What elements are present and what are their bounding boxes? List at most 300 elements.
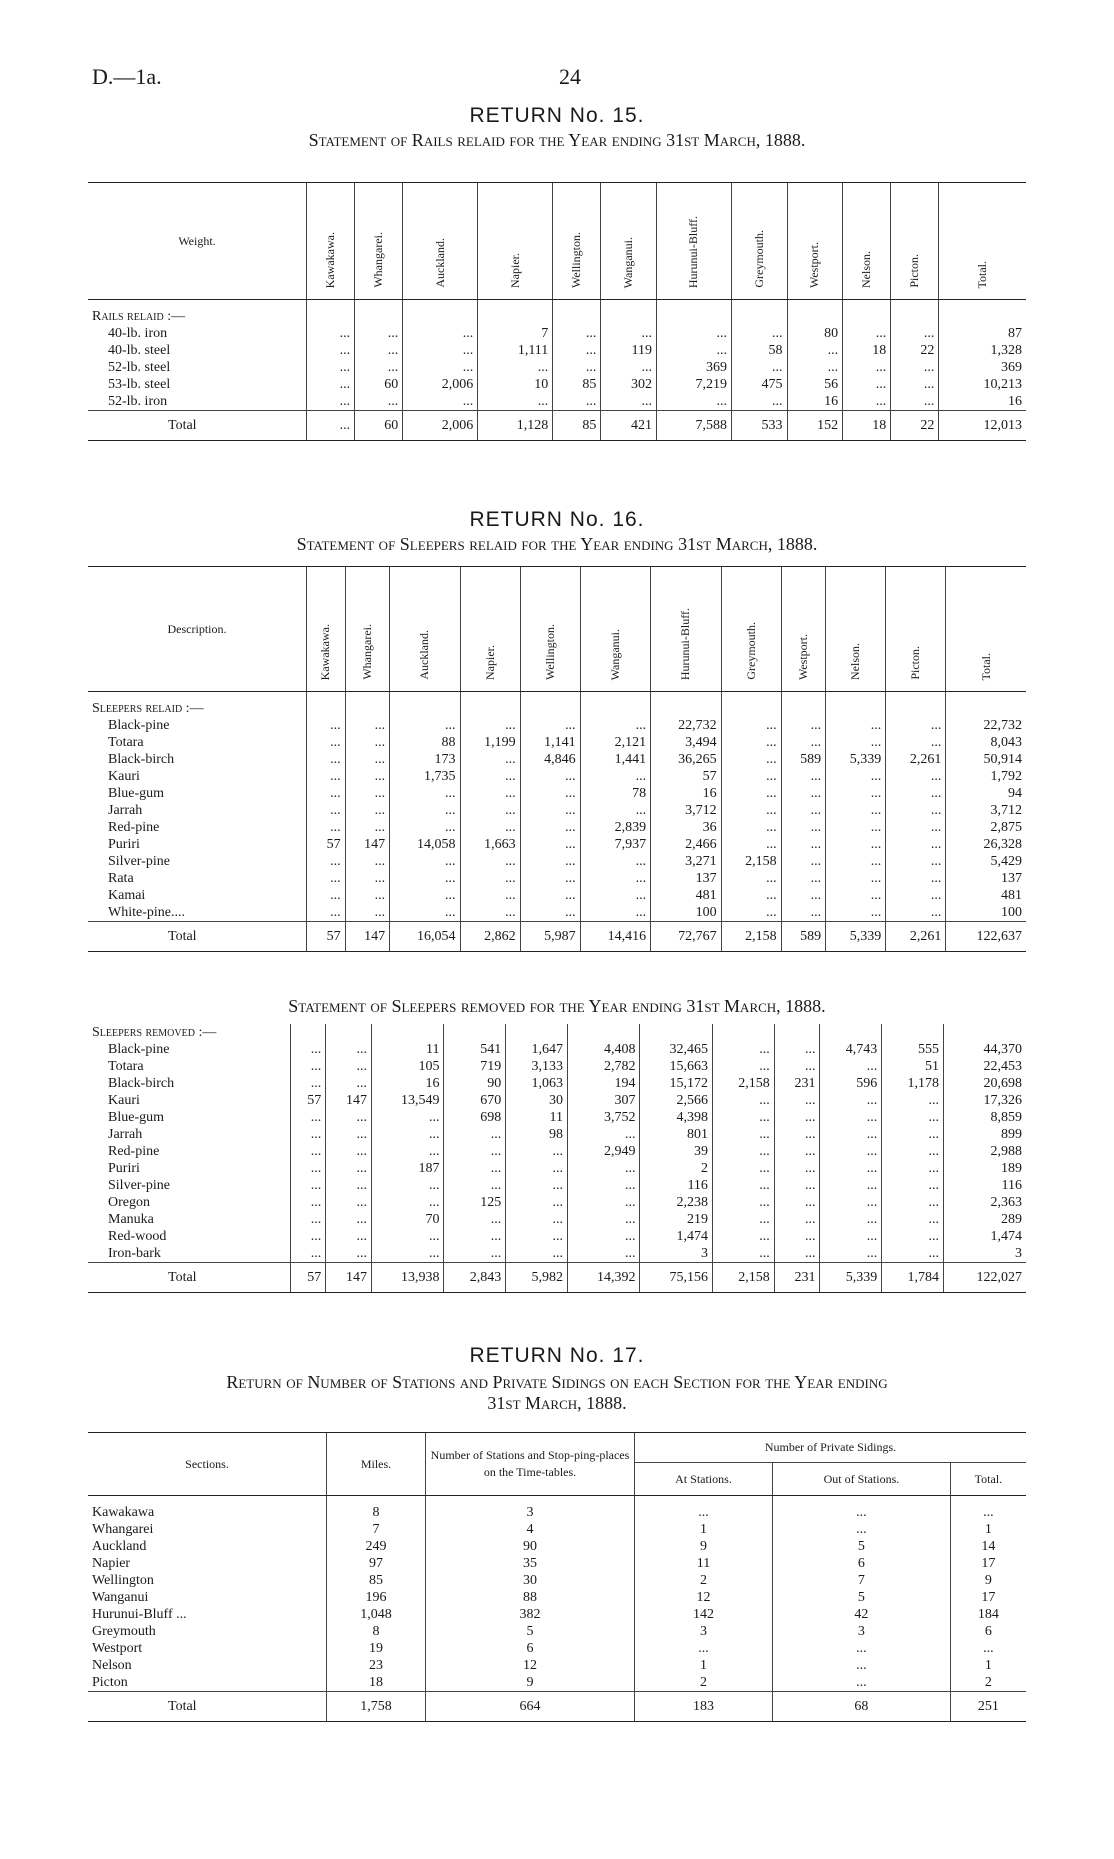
table-cell: 231 [774,1075,820,1092]
row-label: Iron-bark [108,1246,161,1261]
row-label: Manuka [108,1212,154,1227]
table-cell: ... [355,359,403,376]
table-cell: 596 [820,1075,882,1092]
table-cell: 13,549 [372,1092,444,1109]
table-cell: ... [307,717,346,734]
table-cell: ... [721,802,781,819]
table-cell: 2 [635,1572,773,1589]
section-name: Whangarei [92,1522,154,1537]
column-header-label: Hurunui-Bluff. [686,215,701,288]
table-cell: 1,048 [327,1606,426,1623]
table-cell: ... [326,1126,372,1143]
table-cell: ... [520,819,580,836]
row-label: Oregon [108,1195,150,1210]
spacer-cell [345,692,390,718]
table-cell: 10 [478,376,553,393]
column-header [580,567,650,692]
total-header: Total. [950,1463,1026,1496]
table-cell: ... [390,887,460,904]
table-cell: ... [372,1245,444,1263]
column-header-label: Picton. [908,646,923,680]
table-cell: ... [355,393,403,411]
table-cell: ... [460,904,520,922]
column-header [826,567,886,692]
table-cell: ... [820,1177,882,1194]
table-cell: 7 [478,325,553,342]
table-cell: ... [372,1126,444,1143]
table-row [88,836,1026,853]
table-cell: 60 [355,376,403,393]
table-cell: ... [826,785,886,802]
total-cell: 147 [326,1263,372,1293]
table-cell: ... [345,819,390,836]
table-cell: 11 [635,1555,773,1572]
table-cell: 173 [390,751,460,768]
page-number: 24 [559,64,581,89]
table-cell: ... [553,325,601,342]
table-cell: ... [568,1211,640,1228]
table-cell: ... [326,1058,372,1075]
column-header-label: Hurunui-Bluff. [678,607,693,680]
table-cell: 30 [506,1092,568,1109]
table-cell: ... [774,1109,820,1126]
column-header [520,567,580,692]
table-cell: ... [444,1228,506,1245]
section-name: Auckland [92,1539,147,1554]
table-cell: 541 [444,1041,506,1058]
total-cell: 147 [345,922,390,952]
table-cell: ... [774,1245,820,1263]
table-cell: ... [774,1160,820,1177]
table-cell: 481 [946,887,1026,904]
table-cell: ... [712,1109,774,1126]
table-cell: 85 [553,376,601,393]
table-cell: ... [656,325,731,342]
table-row [88,1109,1026,1126]
table-cell: ... [712,1177,774,1194]
column-header-label: Picton. [907,254,922,288]
table-cell: 20,698 [944,1075,1026,1092]
table-cell: ... [781,717,826,734]
table-cell: ... [390,802,460,819]
table-cell: ... [721,734,781,751]
table-cell: 1,178 [882,1075,944,1092]
table-cell: ... [721,819,781,836]
table-cell: ... [886,904,946,922]
table-cell: ... [291,1041,326,1058]
table-cell: ... [891,376,939,393]
table-cell: 6 [950,1623,1026,1640]
column-header-label: Westport. [807,241,822,288]
table-cell: ... [712,1058,774,1075]
spacer-cell [774,1024,820,1041]
total-cell: 7,588 [656,411,731,441]
table-row [88,1245,1026,1263]
table-cell: 36 [651,819,721,836]
total-cell: 2,158 [712,1263,774,1293]
table-cell: ... [781,734,826,751]
table-cell: 57 [651,768,721,785]
table-cell: ... [820,1126,882,1143]
table-cell: ... [826,836,886,853]
total-cell: 13,938 [372,1263,444,1293]
spacer-cell [886,692,946,718]
table-cell: ... [774,1211,820,1228]
table-cell: 18 [327,1674,426,1692]
column-header [390,567,460,692]
table-cell: 7,937 [580,836,650,853]
table-cell: ... [772,1521,950,1538]
table-cell: ... [403,325,478,342]
total-cell: 22 [891,411,939,441]
table-cell: 119 [601,342,657,359]
row-label: Silver-pine [108,1178,170,1193]
table-cell: 2,261 [886,751,946,768]
table-cell: ... [580,717,650,734]
table-cell: 1,441 [580,751,650,768]
table-cell: 2,839 [580,819,650,836]
table-cell: 2,949 [568,1143,640,1160]
total-cell: 533 [731,411,787,441]
column-header-label: Wanganui. [621,236,636,288]
table-cell: ... [774,1143,820,1160]
table-cell: 6 [772,1555,950,1572]
table-cell: ... [345,734,390,751]
row-label: 52-lb. steel [108,360,171,375]
table-cell: 5,429 [946,853,1026,870]
table-cell: ... [326,1109,372,1126]
row-label: Black-pine [108,1042,170,1057]
table-cell: ... [820,1245,882,1263]
table-cell: ... [520,853,580,870]
table-row [88,802,1026,819]
table-cell: ... [891,393,939,411]
table-cell: 302 [601,376,657,393]
table-cell: ... [326,1245,372,1263]
section-name: Picton [92,1675,128,1690]
table-cell: ... [781,853,826,870]
table-cell: ... [826,819,886,836]
column-header [946,567,1026,692]
table-cell: ... [345,717,390,734]
spacer-cell [712,1024,774,1041]
table-cell: 3,133 [506,1058,568,1075]
table-cell: ... [520,717,580,734]
table-cell: 4,408 [568,1041,640,1058]
total-cell: 5,982 [506,1263,568,1293]
table-row [88,1538,1026,1555]
table-cell: ... [291,1160,326,1177]
table-cell: ... [291,1228,326,1245]
column-header [460,567,520,692]
table-cell: ... [568,1160,640,1177]
rails-relaid-table [88,182,1026,441]
table-cell: 6 [426,1640,635,1657]
table-row [88,1228,1026,1245]
table-cell: 2,238 [640,1194,712,1211]
sleepers-removed-subtitle: Statement of Sleepers removed for the Year ending 31st March, 1888. [288,996,826,1016]
table-cell: ... [721,751,781,768]
table-cell: ... [345,751,390,768]
table-cell: ... [721,768,781,785]
table-cell: ... [820,1109,882,1126]
return-16-subtitle: Statement of Sleepers relaid for the Year ending 31st March, 1888. [296,534,818,554]
table-cell: ... [372,1228,444,1245]
table-cell: ... [826,802,886,819]
spacer-cell [291,1024,326,1041]
table-cell: 2 [640,1160,712,1177]
table-cell: 105 [372,1058,444,1075]
table-cell: ... [772,1657,950,1674]
total-label: Total [88,411,307,441]
total-cell: 14,392 [568,1263,640,1293]
table-cell: ... [882,1211,944,1228]
table-cell: 2,121 [580,734,650,751]
column-header-label: Greymouth. [743,622,758,680]
total-cell: 72,767 [651,922,721,952]
table-row [88,1143,1026,1160]
column-header-label: Kawakawa. [323,231,338,288]
group-label: Sleepers relaid :— [92,701,204,716]
table-cell: 8,043 [946,734,1026,751]
table-cell: 17 [950,1589,1026,1606]
spacer-cell [88,1496,327,1505]
table-row [88,393,1026,411]
table-cell: 369 [939,359,1026,376]
at-stations-header: At Stations. [635,1463,773,1496]
table-cell: ... [307,785,346,802]
table-cell: 899 [944,1126,1026,1143]
table-cell: ... [444,1245,506,1263]
table-cell: 187 [372,1160,444,1177]
table-cell: 194 [568,1075,640,1092]
return-16-heading: RETURN No. 16. [469,508,645,531]
table-cell: ... [781,768,826,785]
table-cell: ... [601,393,657,411]
table-cell: ... [843,359,891,376]
table-cell: ... [787,342,843,359]
table-cell: ... [568,1245,640,1263]
total-label: Total [88,1692,327,1722]
section-name: Westport [92,1641,143,1656]
table-cell: ... [291,1194,326,1211]
column-header [656,183,731,300]
table-cell: ... [372,1194,444,1211]
row-label: Blue-gum [108,1110,164,1125]
table-cell: ... [307,870,346,887]
table-cell: 42 [772,1606,950,1623]
table-cell: ... [826,768,886,785]
spacer-cell [944,1024,1026,1041]
table-cell: ... [307,359,355,376]
table-cell: ... [826,734,886,751]
table-row [88,1194,1026,1211]
row-label: Red-pine [108,820,160,835]
table-cell: 475 [731,376,787,393]
table-cell: 56 [787,376,843,393]
total-cell: 231 [774,1263,820,1293]
spacer-cell [478,300,553,326]
table-cell: ... [372,1109,444,1126]
table-cell: ... [886,717,946,734]
table-cell: ... [774,1194,820,1211]
table-cell: 116 [944,1177,1026,1194]
table-cell: ... [601,359,657,376]
table-cell: ... [826,870,886,887]
table-row [88,853,1026,870]
group-label: Rails relaid :— [92,309,186,324]
table-cell: ... [580,904,650,922]
table-cell: 18 [843,342,891,359]
table-cell: ... [444,1177,506,1194]
table-cell: ... [307,802,346,819]
table-cell: ... [345,904,390,922]
table-cell: ... [580,802,650,819]
section-name: Greymouth [92,1624,156,1639]
table-cell: 196 [327,1589,426,1606]
table-cell: ... [520,904,580,922]
table-cell: 719 [444,1058,506,1075]
table-cell: 16 [787,393,843,411]
column-header [731,183,787,300]
table-cell: ... [774,1058,820,1075]
return-15-heading: RETURN No. 15. [469,104,645,127]
table-cell: ... [326,1160,372,1177]
table-cell: 94 [946,785,1026,802]
spacer-cell [426,1496,635,1505]
table-row [88,359,1026,376]
table-cell: 7 [772,1572,950,1589]
stations-header: Number of Stations and Stop-ping-places on the Time-tables. [426,1433,635,1496]
column-header-label: Nelson. [848,643,863,680]
table-cell: 39 [640,1143,712,1160]
table-cell: 1,792 [946,768,1026,785]
total-cell: 2,261 [886,922,946,952]
table-cell: 12 [635,1589,773,1606]
section-name: Wellington [92,1573,154,1588]
column-header [355,183,403,300]
spacer-cell [403,300,478,326]
row-label: Kauri [108,769,140,784]
column-header [787,183,843,300]
row-label: Rata [108,871,134,886]
table-cell: ... [774,1177,820,1194]
row-label: Red-pine [108,1144,160,1159]
out-of-stations-header: Out of Stations. [772,1463,950,1496]
table-cell: ... [403,359,478,376]
table-cell: ... [553,393,601,411]
table-cell: ... [601,325,657,342]
table-cell: 19 [327,1640,426,1657]
table-cell: 7,219 [656,376,731,393]
stations-sidings-table [88,1432,1026,1722]
table-cell: ... [882,1092,944,1109]
column-header-label: Wanganui. [607,628,622,680]
table-cell: ... [843,393,891,411]
table-cell: 4,846 [520,751,580,768]
column-header-label: Auckland. [417,630,432,680]
column-header [886,567,946,692]
row-label: Black-birch [108,752,175,767]
table-cell: 137 [651,870,721,887]
table-cell: ... [478,393,553,411]
table-cell: ... [372,1143,444,1160]
spacer-cell [950,1496,1026,1505]
column-header-label: Wellington. [569,231,584,288]
table-cell: ... [506,1228,568,1245]
row-label: Jarrah [108,1127,143,1142]
label-column-header: Description. [88,567,307,692]
table-cell: 1,063 [506,1075,568,1092]
table-cell: 22,453 [944,1058,1026,1075]
table-cell: ... [820,1211,882,1228]
table-cell: ... [355,342,403,359]
table-cell: ... [390,819,460,836]
table-cell: ... [460,717,520,734]
table-cell: 307 [568,1092,640,1109]
table-cell: ... [882,1194,944,1211]
table-cell: ... [950,1504,1026,1521]
total-cell: 18 [843,411,891,441]
row-label: Puriri [108,1161,140,1176]
group-label: Sleepers removed :— [92,1025,217,1040]
table-cell: 3 [640,1245,712,1263]
table-cell: 32,465 [640,1041,712,1058]
table-row [88,785,1026,802]
table-cell: ... [820,1160,882,1177]
table-cell: ... [721,887,781,904]
column-header-label: Whangarei. [359,624,374,680]
table-cell: ... [506,1194,568,1211]
table-cell: ... [886,734,946,751]
spacer-cell [390,692,460,718]
total-cell: 2,862 [460,922,520,952]
total-cell: 68 [772,1692,950,1722]
table-cell: ... [886,768,946,785]
table-row [88,1606,1026,1623]
table-cell: 44,370 [944,1041,1026,1058]
table-row [88,751,1026,768]
column-header [843,183,891,300]
table-cell: 50,914 [946,751,1026,768]
return-15-subtitle: Statement of Rails relaid for the Year ending 31st March, 1888. [308,130,806,150]
table-cell: ... [774,1126,820,1143]
table-cell: ... [820,1194,882,1211]
total-cell: ... [307,411,355,441]
table-cell: ... [882,1109,944,1126]
table-cell: ... [520,768,580,785]
row-label: White-pine.... [108,905,185,920]
table-cell: ... [656,393,731,411]
total-cell: 2,006 [403,411,478,441]
table-cell: 382 [426,1606,635,1623]
table-cell: ... [568,1177,640,1194]
table-cell: ... [326,1075,372,1092]
table-cell: 2,782 [568,1058,640,1075]
table-cell: ... [635,1504,773,1521]
table-cell: 801 [640,1126,712,1143]
table-cell: ... [781,802,826,819]
table-cell: 88 [426,1589,635,1606]
table-cell: 2 [950,1674,1026,1692]
total-cell: 152 [787,411,843,441]
table-cell: 97 [327,1555,426,1572]
table-cell: 17 [950,1555,1026,1572]
spacer-cell [826,692,886,718]
table-cell: 8,859 [944,1109,1026,1126]
table-row [88,1640,1026,1657]
spacer-cell [307,692,346,718]
